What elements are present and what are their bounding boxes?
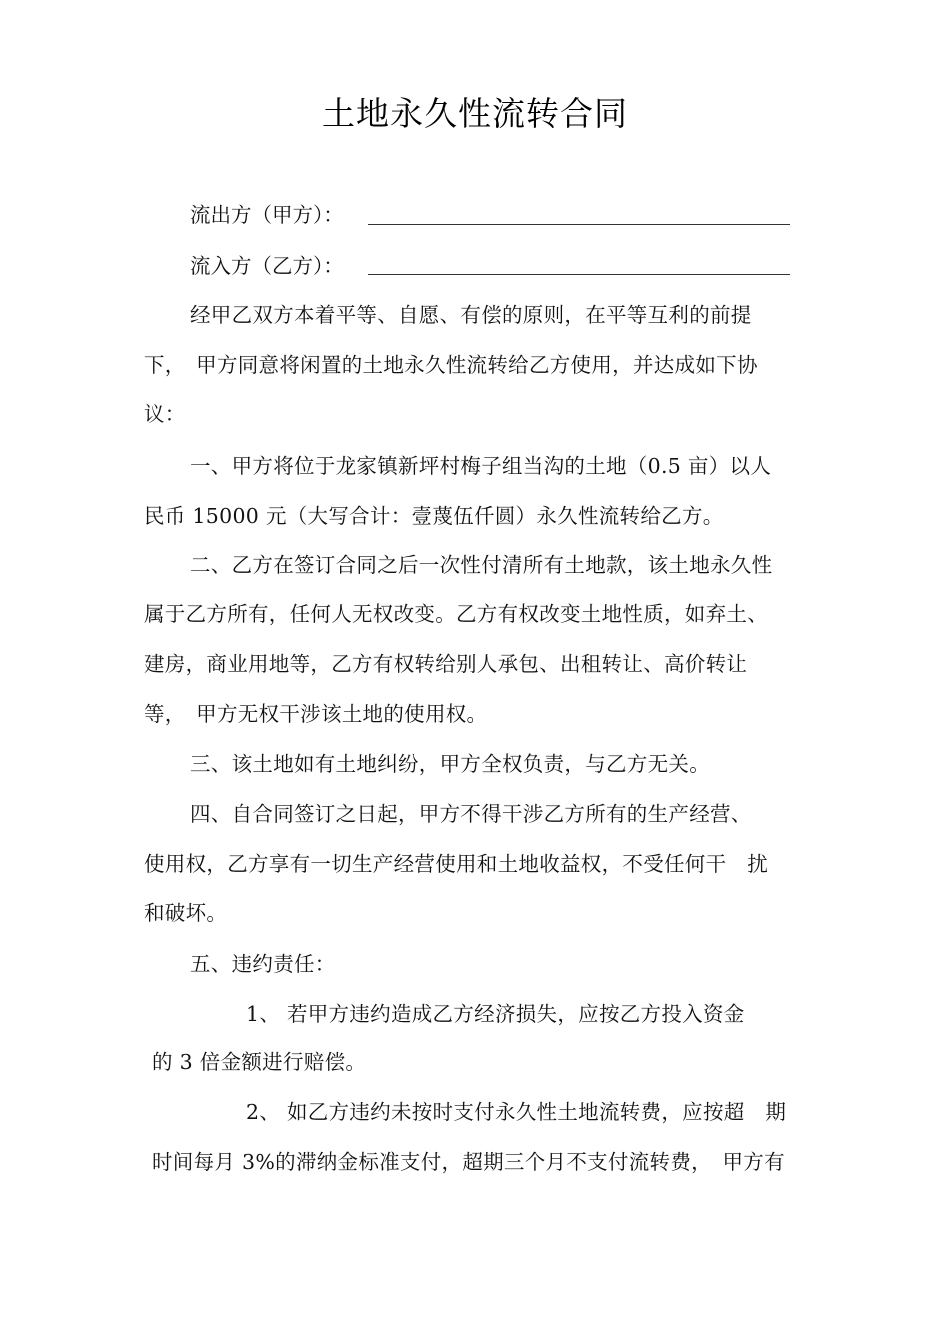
clause-2-line: 建房，商业用地等，乙方有权转给别人承包、出租转让、高价转让 [144,652,748,676]
party-b-label: 流入方（乙方）： [190,254,344,278]
document-title: 土地永久性流转合同 [322,94,628,133]
clause-3-line: 三、该土地如有土地纠纷，甲方全权负责，与乙方无关。 [190,752,710,776]
party-a-row [190,201,344,229]
clause-2-line: 二、乙方在签订合同之后一次性付清所有土地款，该土地永久性 [190,553,773,577]
clause-4-line: 和破坏。 [144,901,228,925]
clause-5-item-2-line: 2、 如乙方违约未按时支付永久性土地流转费，应按超 期 [246,1100,787,1124]
clause-1-line: 民币 15000 元（大写合计：壹蔑伍仟圆）永久性流转给乙方。 [144,504,724,528]
clause-2-line: 属于乙方所有，任何人无权改变。乙方有权改变土地性质，如弃土、 [144,602,768,626]
party-a-blank-line [368,224,790,225]
body-line: 议： [144,402,186,426]
clause-4-line: 使用权，乙方享有一切生产经营使用和土地收益权，不受任何干 扰 [144,852,768,876]
party-b-blank-line [368,274,790,275]
body-line: 经甲乙双方本着平等、自愿、有偿的原则，在平等互利的前提 [190,303,752,327]
clause-5-heading: 五、违约责任： [190,952,336,976]
body-line: 下， 甲方同意将闲置的土地永久性流转给乙方使用，并达成如下协 [144,353,758,377]
clause-5-item-1-line: 1、 若甲方违约造成乙方经济损失，应按乙方投入资金 [246,1002,745,1026]
party-b-row [190,252,344,280]
party-a-label: 流出方（甲方）： [190,203,344,227]
clause-1-line: 一、甲方将位于龙家镇新坪村梅子组当沟的土地（0.5 亩）以人 [190,454,772,478]
clause-5-item-2-line: 时间每月 3%的滞纳金标准支付，超期三个月不支付流转费， 甲方有 [152,1150,785,1174]
clause-4-line: 四、自合同签订之日起，甲方不得干涉乙方所有的生产经营、 [190,802,752,826]
clause-2-line: 等， 甲方无权干涉该土地的使用权。 [144,702,488,726]
clause-5-item-1-line: 的 3 倍金额进行赔偿。 [152,1050,367,1074]
